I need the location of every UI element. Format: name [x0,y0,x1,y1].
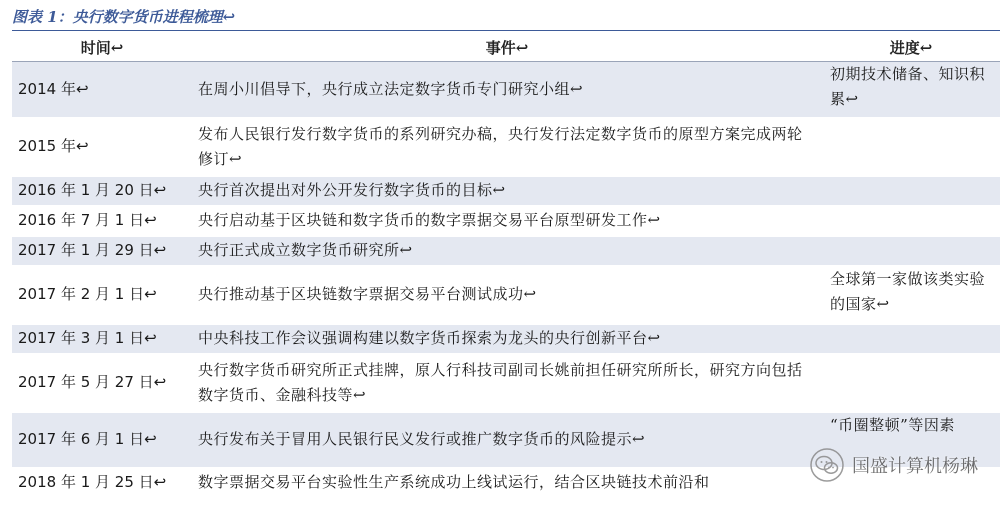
row-date: 2017 年 1 月 29 日↩ [12,236,192,266]
row-date: 2018 年 1 月 25 日↩ [12,468,192,498]
timeline-table [12,33,1000,499]
row-progress: “币圈整顿”等因素 [822,412,1000,468]
row-event: 央行数字货币研究所正式挂牌，原人行科技司副司长姚前担任研究所所长，研究方向包括数字货币、金融科技等↩ [192,354,822,412]
row-date: 2015 年↩ [12,118,192,176]
header-time: 时间↩ [12,33,192,62]
row-event: 央行首次提出对外公开发行数字货币的目标↩ [192,176,822,206]
caption-rule [12,30,1000,31]
table-caption: 图表 1：央行数字货币进程梳理↩ [12,8,236,26]
header-row [12,33,1000,62]
row-progress [822,206,1000,236]
row-event: 数字票据交易平台实验性生产系统成功上线试运行，结合区块链技术前沿和 [192,468,822,498]
row-date: 2014 年↩ [12,62,192,118]
row-event: 央行正式成立数字货币研究所↩ [192,236,822,266]
table-row [12,118,1000,176]
row-progress [822,354,1000,412]
row-event: 在周小川倡导下，央行成立法定数字货币专门研究小组↩ [192,62,822,118]
row-date: 2017 年 3 月 1 日↩ [12,324,192,354]
wechat-icon [810,448,844,482]
table-row [12,206,1000,236]
table-row [12,236,1000,266]
row-progress: 初期技术储备、知识积累↩ [822,62,1000,118]
row-date: 2016 年 7 月 1 日↩ [12,206,192,236]
row-event: 中央科技工作会议强调构建以数字货币探索为龙头的央行创新平台↩ [192,324,822,354]
table-row [12,266,1000,324]
table-row [12,354,1000,412]
header-event: 事件↩ [192,33,822,62]
row-date: 2017 年 6 月 1 日↩ [12,412,192,468]
table-row [12,324,1000,354]
table-row [12,176,1000,206]
row-date: 2017 年 5 月 27 日↩ [12,354,192,412]
table-row [12,62,1000,118]
row-event: 发布人民银行发行数字货币的系列研究办稿，央行发行法定数字货币的原型方案完成两轮修订↩ [192,118,822,176]
row-progress [822,236,1000,266]
watermark-text: 国盛计算机杨琳 [852,456,978,477]
row-progress: 全球第一家做该类实验的国家↩ [822,266,1000,324]
header-progress: 进度↩ [822,33,1000,62]
row-date: 2017 年 2 月 1 日↩ [12,266,192,324]
row-progress [822,118,1000,176]
row-event: 央行推动基于区块链数字票据交易平台测试成功↩ [192,266,822,324]
row-date: 2016 年 1 月 20 日↩ [12,176,192,206]
row-progress [822,176,1000,206]
watermark [810,448,978,482]
row-progress [822,324,1000,354]
row-event: 央行启动基于区块链和数字货币的数字票据交易平台原型研发工作↩ [192,206,822,236]
row-event: 央行发布关于冒用人民银行民义发行或推广数字货币的风险提示↩ [192,412,822,468]
